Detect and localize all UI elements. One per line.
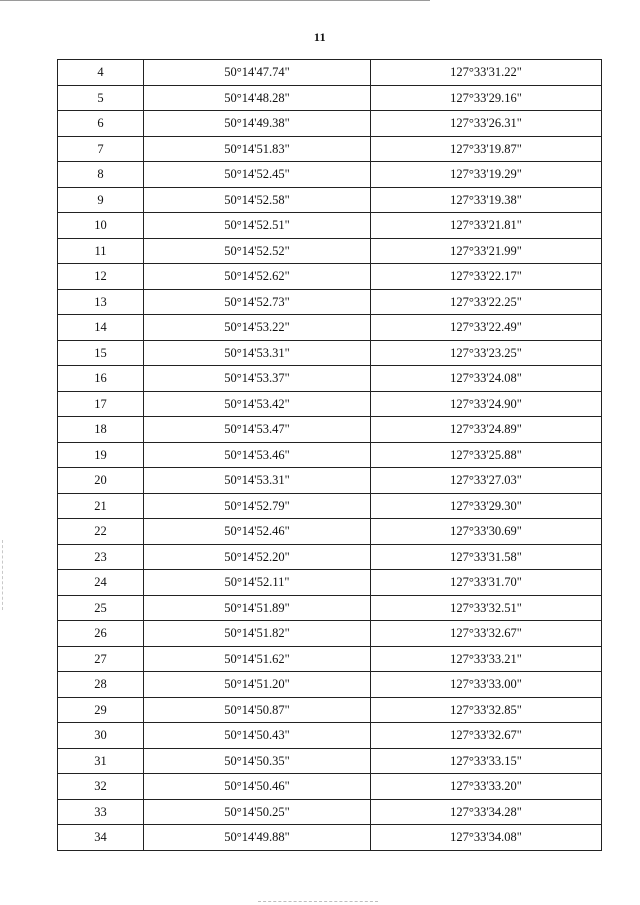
point-number-cell: 9 (58, 187, 144, 213)
table-row (58, 60, 602, 86)
longitude-cell: 127°33'26.31" (371, 111, 602, 137)
scan-bottom-rule (258, 901, 378, 903)
point-number-cell: 10 (58, 213, 144, 239)
longitude-cell: 127°33'30.69" (371, 519, 602, 545)
point-number-cell: 31 (58, 748, 144, 774)
table-row (58, 238, 602, 264)
point-number-cell: 34 (58, 825, 144, 851)
longitude-cell: 127°33'32.51" (371, 595, 602, 621)
point-number-cell: 30 (58, 723, 144, 749)
longitude-cell: 127°33'33.20" (371, 774, 602, 800)
longitude-cell: 127°33'22.25" (371, 289, 602, 315)
point-number-cell: 18 (58, 417, 144, 443)
latitude-cell: 50°14'53.42" (144, 391, 371, 417)
point-number-cell: 8 (58, 162, 144, 188)
latitude-cell: 50°14'52.11" (144, 570, 371, 596)
longitude-cell: 127°33'33.00" (371, 672, 602, 698)
page-number: 11 (313, 30, 327, 44)
latitude-cell: 50°14'47.74" (144, 60, 371, 86)
table-row (58, 748, 602, 774)
table-row (58, 544, 602, 570)
latitude-cell: 50°14'53.37" (144, 366, 371, 392)
longitude-cell: 127°33'21.99" (371, 238, 602, 264)
table-row (58, 723, 602, 749)
point-number-cell: 33 (58, 799, 144, 825)
latitude-cell: 50°14'52.62" (144, 264, 371, 290)
point-number-cell: 14 (58, 315, 144, 341)
point-number-cell: 13 (58, 289, 144, 315)
longitude-cell: 127°33'24.90" (371, 391, 602, 417)
longitude-cell: 127°33'27.03" (371, 468, 602, 494)
latitude-cell: 50°14'52.79" (144, 493, 371, 519)
point-number-cell: 24 (58, 570, 144, 596)
table-row (58, 442, 602, 468)
scan-left-edge-mark (2, 540, 4, 610)
table-row (58, 697, 602, 723)
table-row (58, 468, 602, 494)
longitude-cell: 127°33'19.38" (371, 187, 602, 213)
table-row (58, 774, 602, 800)
table-row (58, 213, 602, 239)
point-number-cell: 6 (58, 111, 144, 137)
point-number-cell: 25 (58, 595, 144, 621)
table-row (58, 493, 602, 519)
coordinates-table-body (58, 60, 602, 851)
point-number-cell: 27 (58, 646, 144, 672)
point-number-cell: 22 (58, 519, 144, 545)
longitude-cell: 127°33'32.67" (371, 621, 602, 647)
latitude-cell: 50°14'53.31" (144, 340, 371, 366)
latitude-cell: 50°14'53.22" (144, 315, 371, 341)
latitude-cell: 50°14'52.52" (144, 238, 371, 264)
longitude-cell: 127°33'31.22" (371, 60, 602, 86)
longitude-cell: 127°33'25.88" (371, 442, 602, 468)
longitude-cell: 127°33'32.85" (371, 697, 602, 723)
latitude-cell: 50°14'50.43" (144, 723, 371, 749)
table-row (58, 519, 602, 545)
longitude-cell: 127°33'33.15" (371, 748, 602, 774)
latitude-cell: 50°14'50.87" (144, 697, 371, 723)
longitude-cell: 127°33'22.49" (371, 315, 602, 341)
latitude-cell: 50°14'53.46" (144, 442, 371, 468)
longitude-cell: 127°33'33.21" (371, 646, 602, 672)
point-number-cell: 4 (58, 60, 144, 86)
point-number-cell: 23 (58, 544, 144, 570)
table-row (58, 621, 602, 647)
table-row (58, 646, 602, 672)
point-number-cell: 16 (58, 366, 144, 392)
longitude-cell: 127°33'29.30" (371, 493, 602, 519)
latitude-cell: 50°14'52.45" (144, 162, 371, 188)
table-row (58, 672, 602, 698)
table-row (58, 366, 602, 392)
latitude-cell: 50°14'50.46" (144, 774, 371, 800)
point-number-cell: 32 (58, 774, 144, 800)
latitude-cell: 50°14'48.28" (144, 85, 371, 111)
table-row (58, 391, 602, 417)
longitude-cell: 127°33'19.87" (371, 136, 602, 162)
point-number-cell: 7 (58, 136, 144, 162)
latitude-cell: 50°14'53.47" (144, 417, 371, 443)
point-number-cell: 17 (58, 391, 144, 417)
longitude-cell: 127°33'21.81" (371, 213, 602, 239)
table-row (58, 136, 602, 162)
latitude-cell: 50°14'49.88" (144, 825, 371, 851)
scan-top-rule (0, 0, 430, 1)
point-number-cell: 15 (58, 340, 144, 366)
table-row (58, 315, 602, 341)
longitude-cell: 127°33'31.58" (371, 544, 602, 570)
latitude-cell: 50°14'50.35" (144, 748, 371, 774)
point-number-cell: 11 (58, 238, 144, 264)
latitude-cell: 50°14'50.25" (144, 799, 371, 825)
latitude-cell: 50°14'51.89" (144, 595, 371, 621)
point-number-cell: 19 (58, 442, 144, 468)
point-number-cell: 12 (58, 264, 144, 290)
latitude-cell: 50°14'49.38" (144, 111, 371, 137)
latitude-cell: 50°14'51.82" (144, 621, 371, 647)
latitude-cell: 50°14'52.51" (144, 213, 371, 239)
latitude-cell: 50°14'51.20" (144, 672, 371, 698)
point-number-cell: 21 (58, 493, 144, 519)
table-row (58, 595, 602, 621)
table-row (58, 570, 602, 596)
point-number-cell: 5 (58, 85, 144, 111)
latitude-cell: 50°14'52.46" (144, 519, 371, 545)
longitude-cell: 127°33'19.29" (371, 162, 602, 188)
latitude-cell: 50°14'53.31" (144, 468, 371, 494)
point-number-cell: 20 (58, 468, 144, 494)
table-row (58, 187, 602, 213)
coordinates-table (57, 59, 602, 851)
table-row (58, 417, 602, 443)
table-row (58, 111, 602, 137)
point-number-cell: 28 (58, 672, 144, 698)
longitude-cell: 127°33'31.70" (371, 570, 602, 596)
longitude-cell: 127°33'23.25" (371, 340, 602, 366)
longitude-cell: 127°33'24.08" (371, 366, 602, 392)
longitude-cell: 127°33'34.28" (371, 799, 602, 825)
point-number-cell: 29 (58, 697, 144, 723)
latitude-cell: 50°14'52.73" (144, 289, 371, 315)
longitude-cell: 127°33'29.16" (371, 85, 602, 111)
longitude-cell: 127°33'22.17" (371, 264, 602, 290)
latitude-cell: 50°14'52.58" (144, 187, 371, 213)
table-row (58, 799, 602, 825)
table-row (58, 340, 602, 366)
latitude-cell: 50°14'51.83" (144, 136, 371, 162)
table-row (58, 85, 602, 111)
longitude-cell: 127°33'32.67" (371, 723, 602, 749)
point-number-cell: 26 (58, 621, 144, 647)
table-row (58, 289, 602, 315)
table-row (58, 825, 602, 851)
latitude-cell: 50°14'51.62" (144, 646, 371, 672)
longitude-cell: 127°33'24.89" (371, 417, 602, 443)
longitude-cell: 127°33'34.08" (371, 825, 602, 851)
latitude-cell: 50°14'52.20" (144, 544, 371, 570)
table-row (58, 264, 602, 290)
table-row (58, 162, 602, 188)
